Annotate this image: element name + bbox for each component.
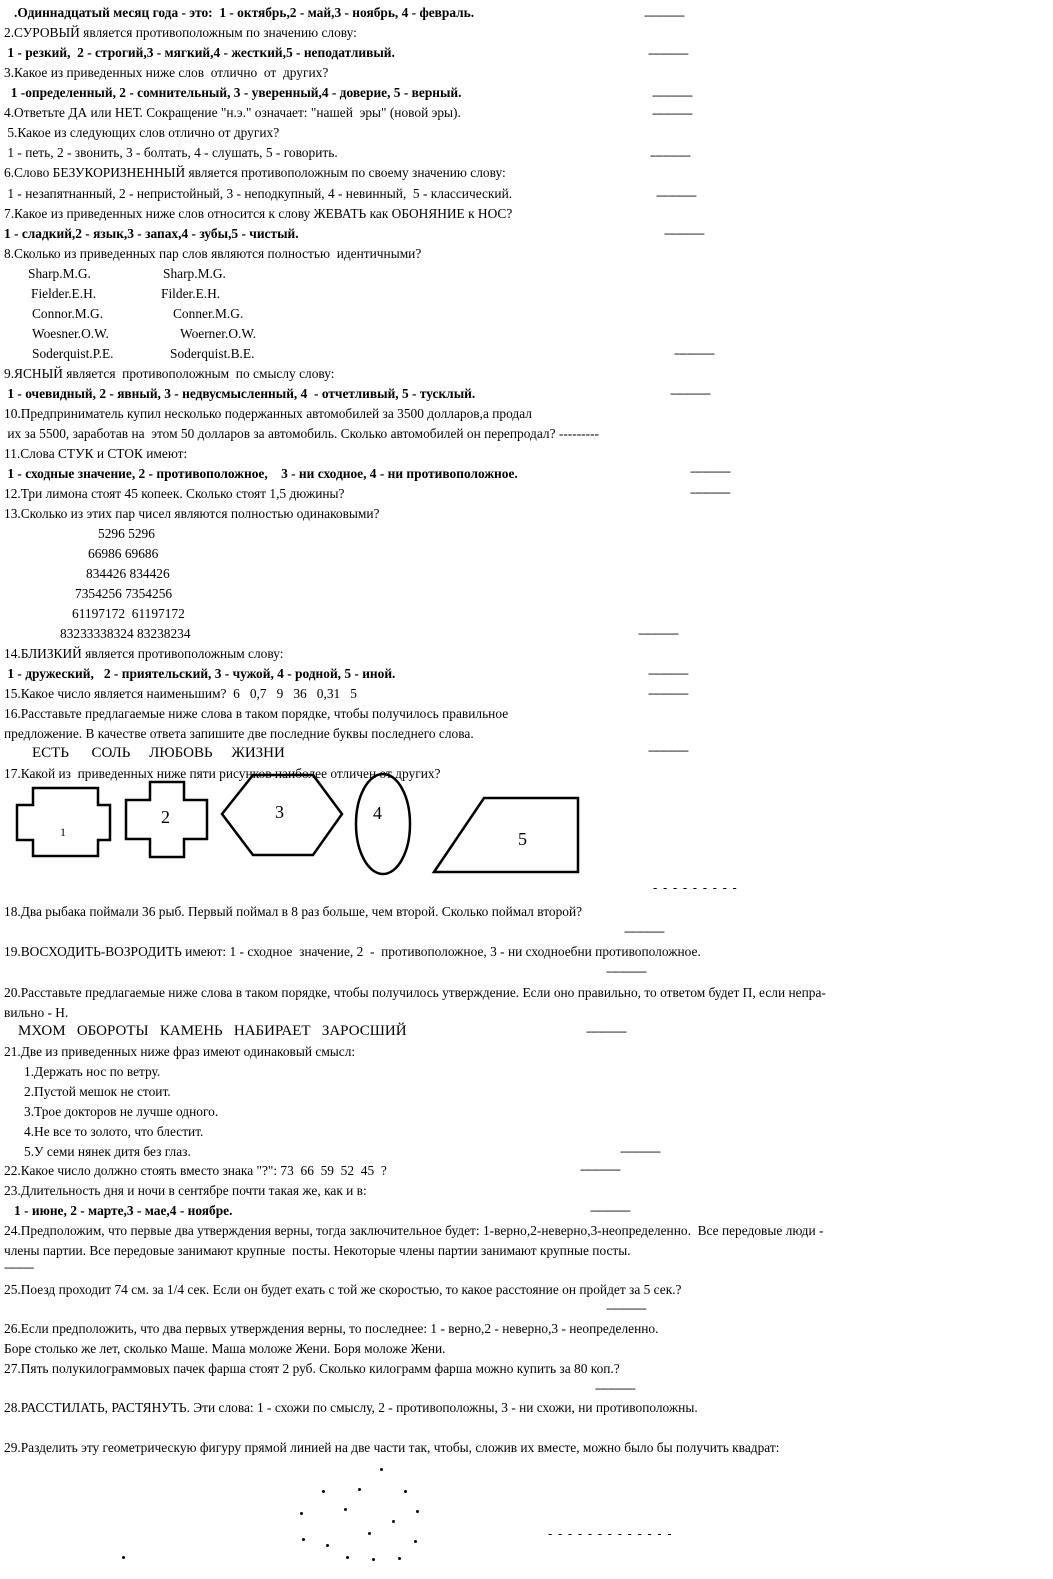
figure-5 [434, 798, 578, 872]
question-5-options: 1 - петь, 2 - звонить, 3 - болтать, 4 - слушать, 5 - говорить. [4, 145, 338, 160]
question-14-options: 1 - дружеский, 2 - приятельский, 3 - чужой, 4 - родной, 5 - иной. [4, 666, 396, 681]
answer-blank[interactable]: --------------- [606, 966, 646, 978]
question-11-options: 1 - сходные значение, 2 - противоположное, 3 - ни сходное, 4 - ни противоположное. [4, 466, 518, 481]
name-pair-left: Soderquist.P.E. [32, 346, 114, 361]
answer-blank[interactable]: --------------- [648, 745, 688, 757]
number-pair: 66986 69686 [88, 546, 159, 561]
question-21: 21.Две из приведенных ниже фраз имеют одинаковый смысл: [4, 1044, 356, 1059]
question-10: 10.Предприниматель купил несколько подержанных автомобилей за 3500 долларов,а продал [4, 406, 532, 421]
answer-blank[interactable]: --------------- [595, 1383, 635, 1395]
name-pair-left: Sharp.M.G. [28, 266, 91, 281]
question-12: 12.Три лимона стоят 45 копеек. Сколько стоят 1,5 дюжины? [4, 486, 345, 501]
question-24-cont: члены партии. Все передовые занимают крупные посты. Некоторые члены партии занимают крупные посты. [4, 1243, 631, 1258]
figure-4 [356, 774, 410, 874]
name-pair-right: Filder.E.H. [161, 286, 221, 301]
question-29: 29.Разделить эту геометрическую фигуру прямой линией на две части так, чтобы, сложив их вместе, можно было бы получить квадрат: [4, 1440, 780, 1455]
q21-phrase: 1.Держать нос по ветру. [24, 1064, 161, 1079]
question-11: 11.Слова СТУК и СТОК имеют: [4, 446, 188, 461]
question-14: 14.БЛИЗКИЙ является противоположным слову: [4, 646, 284, 661]
separator: ----------- [4, 1262, 34, 1274]
question-20: 20.Расставьте предлагаемые ниже слова в таком порядке, чтобы получилось утверждение. Если оно правильно, то ответом будет П, если непра- [4, 985, 826, 1000]
name-pair-left: Fielder.E.H. [31, 286, 97, 301]
question-18: 18.Два рыбака поймали 36 рыб. Первый поймал в 8 раз больше, чем второй. Сколько поймал второй? [4, 904, 583, 919]
question-17: 17.Какой из приведенных ниже пяти рисунков наиболее отличен от других? [4, 766, 441, 781]
answer-blank[interactable]: --------------- [624, 926, 664, 938]
question-23: 23.Длительность дня и ночи в сентябре почти такая же, как и в: [4, 1183, 367, 1198]
answer-blank[interactable]: --------------- [652, 90, 692, 102]
question-6-options: 1 - незапятнанный, 2 - непристойный, 3 - неподкупный, 4 - невинный, 5 - классический. [4, 186, 513, 201]
answer-blank[interactable]: --------------- [650, 150, 690, 162]
question-26: 26.Если предположить, что два первых утверждения верны, то последнее: 1 - верно,2 - неверно,3 - неопределенно. [4, 1321, 659, 1336]
question-7: 7.Какое из приведенных ниже слов относится к слову ЖЕВАТЬ как ОБОНЯНИЕ к НОС? [4, 206, 513, 221]
question-8: 8.Сколько из приведенных пар слов являются полностью идентичными? [4, 246, 422, 261]
answer-blank[interactable]: --------------- [638, 628, 678, 640]
answer-blank[interactable]: --------------- [648, 688, 688, 700]
answer-blank[interactable]: --------------- [652, 108, 692, 120]
answer-blank[interactable]: --------------- [644, 10, 684, 22]
question-7-options: 1 - сладкий,2 - язык,3 - запах,4 - зубы,5 - чистый. [4, 226, 299, 241]
figure-label: 2 [161, 807, 170, 827]
question-16: 16.Расставьте предлагаемые ниже слова в таком порядке, чтобы получилось правильное [4, 706, 509, 721]
figure-label: 1 [60, 825, 66, 839]
figure-label: 3 [275, 802, 284, 822]
number-pair: 5296 5296 [98, 526, 155, 541]
question-27: 27.Пять полукилограммовых пачек фарша стоят 2 руб. Сколько килограмм фарша можно купить за 80 коп.? [4, 1361, 620, 1376]
answer-blank[interactable]: --------------- [580, 1164, 620, 1176]
answer-blank[interactable]: --------------- [586, 1026, 626, 1038]
question-9-options: 1 - очевидный, 2 - явный, 3 - недвусмысленный, 4 - отчетливый, 5 - тусклый. [4, 386, 476, 401]
q20-words: МХОМ ОБОРОТЫ КАМЕНЬ НАБИРАЕТ ЗАРОСШИЙ [18, 1023, 407, 1039]
answer-blank[interactable]: - - - - - - - - - [653, 880, 738, 895]
question-10-cont: их за 5500, заработав на этом 50 долларов за автомобиль. Сколько автомобилей он перепродал? --------- [4, 426, 600, 441]
q21-phrase: 2.Пустой мешок не стоит. [24, 1084, 171, 1099]
q21-phrase: 5.У семи нянек дитя без глаз. [24, 1144, 191, 1159]
q16-words: ЕСТЬ СОЛЬ ЛЮБОВЬ ЖИЗНИ [32, 745, 285, 761]
question-24: 24.Предположим, что первые два утверждения верны, тогда заключительное будет: 1-верно,2-неверно,3-неопределенно. Все передовые люди - [4, 1223, 824, 1238]
name-pair-left: Woesner.O.W. [32, 326, 109, 341]
question-28: 28.РАССТИЛАТЬ, РАСТЯНУТЬ. Эти слова: 1 - схожи по смыслу, 2 - противоположны, 3 - ни схожи, ни противоположны. [4, 1400, 698, 1415]
name-pair-left: Connor.M.G. [32, 306, 104, 321]
question-15: 15.Какое число является наименьшим? 6 0,7 9 36 0,31 5 [4, 686, 357, 701]
question-2: 2.СУРОВЫЙ является противоположным по значению слову: [4, 25, 357, 40]
answer-blank[interactable]: --------------- [664, 228, 704, 240]
number-pair: 83233338324 83238234 [60, 626, 191, 641]
question-22: 22.Какое число должно стоять вместо знака "?": 73 66 59 52 45 ? [4, 1163, 387, 1178]
question-19: 19.ВОСХОДИТЬ-ВОЗРОДИТЬ имеют: 1 - сходное значение, 2 - противоположное, 3 - ни сходноебни противоположное. [4, 944, 701, 959]
answer-blank[interactable]: --------------- [690, 487, 730, 499]
question-20-cont: вильно - Н. [4, 1005, 69, 1020]
question-2-options: 1 - резкий, 2 - строгий,3 - мягкий,4 - жесткий,5 - неподатливый. [4, 45, 395, 60]
answer-blank[interactable]: --------------- [620, 1146, 660, 1158]
q21-phrase: 4.Не все то золото, что блестит. [24, 1124, 204, 1139]
q21-phrase: 3.Трое докторов не лучше одного. [24, 1104, 219, 1119]
question-1: .Одиннадцатый месяц года - это: 1 - октябрь,2 - май,3 - ноябрь, 4 - февраль. [14, 5, 475, 20]
figure-label: 5 [518, 829, 527, 849]
question-3-options: 1 -определенный, 2 - сомнительный, 3 - уверенный,4 - доверие, 5 - верный. [4, 85, 462, 100]
name-pair-right: Woerner.O.W. [180, 326, 257, 341]
question-3: 3.Какое из приведенных ниже слов отлично от других? [4, 65, 329, 80]
name-pair-right: Conner.M.G. [173, 306, 244, 321]
question-4: 4.Ответьте ДА или НЕТ. Сокращение "н.э." означает: "нашей эры" (новой эры). [4, 105, 461, 120]
question-23-options: 1 - июне, 2 - марте,3 - мае,4 - ноябре. [4, 1203, 233, 1218]
name-pair-right: Sharp.M.G. [163, 266, 226, 281]
question-13: 13.Сколько из этих пар чисел являются полностью одинаковыми? [4, 506, 380, 521]
answer-blank[interactable]: --------------- [656, 190, 696, 202]
answer-blank[interactable]: --------------- [606, 1303, 646, 1315]
question-25: 25.Поезд проходит 74 см. за 1/4 сек. Если он будет ехать с той же скоростью, то какое расстояние он пройдет за 5 сек.? [4, 1282, 682, 1297]
question-16-cont: предложение. В качестве ответа запишите две последние буквы последнего слова. [4, 726, 474, 741]
answer-blank[interactable]: - - - - - - - - - - - - - [548, 1526, 673, 1541]
number-pair: 7354256 7354256 [75, 586, 173, 601]
answer-blank[interactable]: --------------- [670, 388, 710, 400]
answer-blank[interactable]: --------------- [648, 668, 688, 680]
answer-blank[interactable]: --------------- [590, 1205, 630, 1217]
number-pair: 834426 834426 [86, 566, 170, 581]
name-pair-right: Soderquist.B.E. [170, 346, 255, 361]
question-26-cont: Боре столько же лет, сколько Маше. Маша моложе Жени. Боря моложе Жени. [4, 1341, 446, 1356]
number-pair: 61197172 61197172 [72, 606, 185, 621]
answer-blank[interactable]: --------------- [690, 466, 730, 478]
question-9: 9.ЯСНЫЙ является противоположным по смыслу слову: [4, 366, 335, 381]
figure-label: 4 [373, 803, 382, 823]
answer-blank[interactable]: --------------- [648, 48, 688, 60]
question-5: 5.Какое из следующих слов отлично от других? [4, 125, 280, 140]
answer-blank[interactable]: --------------- [674, 348, 714, 360]
question-6: 6.Слово БЕЗУКОРИЗНЕННЫЙ является противоположным по своему значению слову: [4, 165, 506, 180]
figure-1 [17, 788, 110, 856]
